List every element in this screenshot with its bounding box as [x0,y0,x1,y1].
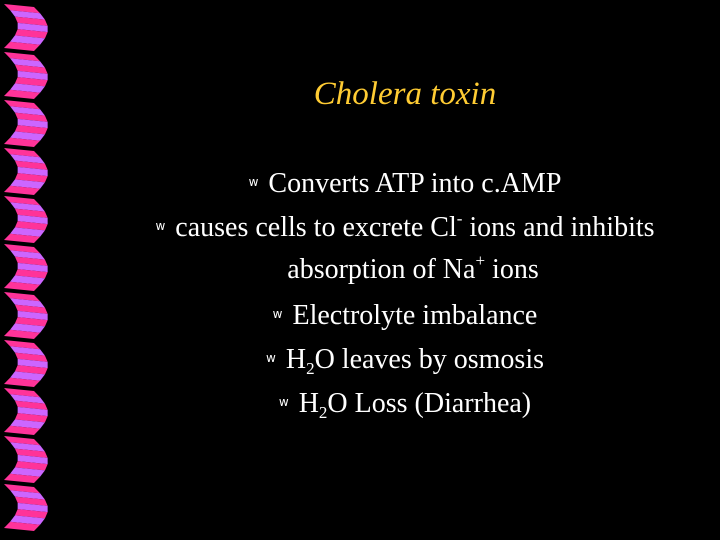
bullet-continuation-na [100,248,710,292]
superscript-minus: - [456,209,463,228]
bullet-text-pre: H [285,344,307,375]
superscript-plus: + [475,251,486,270]
bullet-h2o-loss [100,380,710,424]
spiral-loop [4,196,48,243]
bullet-text-post: ions [485,254,539,285]
subscript-two: 2 [306,359,315,378]
spiral-loop [4,484,48,531]
spiral-loop [4,340,48,387]
bullet-text-pre: H [298,388,319,419]
spiral-loop [4,436,48,483]
spiral-loop [4,244,48,291]
bullet-excrete-cl [100,204,710,248]
bullet-electrolyte-imbalance [100,292,710,336]
slide-title: Cholera toxin [313,76,497,112]
subscript-two: 2 [318,403,328,422]
spiral-loop [4,4,48,51]
bullet-h2o-osmosis [100,336,710,380]
spiral-loop [4,292,48,339]
spiral-loop [4,388,48,435]
bullet-text-pre: causes cells to excrete Cl [175,212,457,243]
bullet-marker-icon: w [248,175,259,189]
spiral-loop [4,148,48,195]
spiral-binding-decoration [0,0,90,540]
bullet-marker-icon: w [272,307,283,321]
bullet-text-pre: absorption of Na [287,254,476,285]
bullet-marker-icon: w [278,395,289,409]
bullet-text-post: O leaves by osmosis [314,344,544,375]
spiral-loop [4,100,48,147]
bullet-text: Converts ATP into c.AMP [268,168,562,199]
bullet-marker-icon: w [266,351,276,365]
spiral-loop [4,52,48,99]
bullet-converts-atp [100,160,710,204]
bullet-text: Electrolyte imbalance [292,300,538,331]
bullet-text-post: ions and inhibits [462,212,655,243]
bullet-marker-icon: w [155,219,166,233]
bullet-text-post: O Loss (Diarrhea) [327,388,532,419]
